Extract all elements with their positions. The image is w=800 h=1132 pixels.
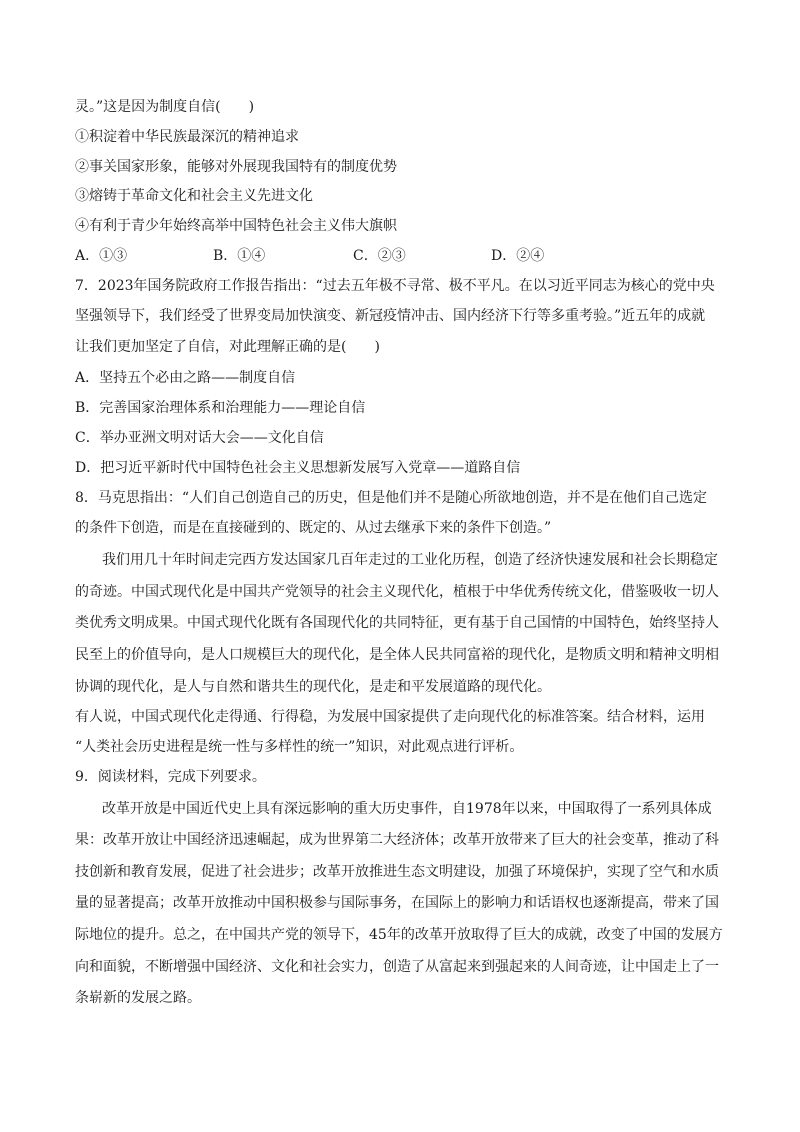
q9-material-line-6: 向和面貌，不断增强中国经济、文化和社会实力，创造了从富起来到强起来的人间奇迹，让中国走上了一	[75, 959, 719, 975]
q6-item-1: ①积淀着中华民族最深沉的精神追求	[75, 129, 299, 145]
q6-option-d: D．②④	[491, 248, 545, 264]
q9-stem: 9．阅读材料，完成下列要求。	[75, 769, 266, 785]
q8-task-line-1: 有人说，中国式现代化走得通、行得稳，为发展中国家提供了走向现代化的标准答案。结合材料，运用	[75, 709, 705, 725]
q6-item-4: ④有利于青少年始终高举中国特色社会主义伟大旗帜	[75, 218, 397, 234]
q8-quote-line-2: 的条件下创造，而是在直接碰到的、既定的、从过去继承下来的条件下创造。”	[75, 520, 552, 536]
q6-stem-tail: 灵。”这是因为制度自信( )	[75, 99, 255, 115]
q7-stem-line-1: 7．2023年国务院政府工作报告指出：“过去五年极不寻常、极不平凡。在以习近平同志为核心的党中央	[75, 278, 715, 294]
q8-material-line-1: 我们用几十年时间走完西方发达国家几百年走过的工业化历程，创造了经济快速发展和社会长期稳定	[102, 552, 718, 568]
q8-material-line-3: 类优秀文明成果。中国式现代化既有各国现代化的共同特征，更有基于自己国情的中国特色，始终坚持人	[75, 615, 719, 631]
q8-material-line-2: 的奇迹。中国式现代化是中国共产党领导的社会主义现代化，植根于中华优秀传统文化，借鉴吸收一切人	[75, 584, 719, 600]
q6-option-c: C．②③	[353, 248, 406, 264]
q9-material-line-4: 量的显著提高；改革开放推动中国积极参与国际事务，在国际上的影响力和话语权也逐渐提高，带来了国	[75, 895, 719, 911]
q9-material-line-1: 改革开放是中国近代史上具有深远影响的重大历史事件，自1978年以来，中国取得了一系列具体成	[102, 801, 712, 817]
q7-option-b: B．完善国家治理体系和治理能力——理论自信	[75, 400, 366, 416]
q7-option-c: C．举办亚洲文明对话大会——文化自信	[75, 430, 324, 446]
q9-material-line-3: 技创新和教育发展，促进了社会进步；改革开放推进生态文明建设，加强了环境保护，实现了空气和水质	[75, 864, 719, 880]
q6-options	[75, 246, 735, 266]
q7-stem-line-2: 坚强领导下，我们经受了世界变局加快演变、新冠疫情冲击、国内经济下行等多重考验。”近五年的成就	[75, 308, 706, 324]
q6-item-2: ②事关国家形象，能够对外展现我国特有的制度优势	[75, 159, 397, 175]
q9-material-line-5: 际地位的提升。总之，在中国共产党的领导下，45年的改革开放取得了巨大的成就，改变了中国的发展方	[75, 927, 723, 943]
q7-option-a: A．坚持五个必由之路——制度自信	[75, 370, 296, 386]
q7-stem-line-3: 让我们更加坚定了自信，对此理解正确的是( )	[75, 339, 380, 355]
q8-material-line-5: 协调的现代化，是人与自然和谐共生的现代化，是走和平发展道路的现代化。	[75, 679, 551, 695]
q8-task-line-2: “人类社会历史进程是统一性与多样性的统一”知识，对此观点进行评析。	[75, 739, 524, 755]
q8-quote-line-1: 8．马克思指出：“人们自己创造自己的历史，但是他们并不是随心所欲地创造，并不是在他们自己选定	[75, 490, 708, 506]
q6-item-3: ③熔铸于革命文化和社会主义先进文化	[75, 188, 313, 204]
q9-material-line-7: 条崭新的发展之路。	[75, 990, 201, 1006]
q7-option-d: D．把习近平新时代中国特色社会主义思想新发展写入党章——道路自信	[75, 460, 521, 476]
q9-material-line-2: 果：改革开放让中国经济迅速崛起，成为世界第二大经济体；改革开放带来了巨大的社会变革，推动了科	[75, 832, 719, 848]
q6-option-a: A．①③	[75, 248, 128, 264]
q8-material-line-4: 民至上的价值导向，是人口规模巨大的现代化，是全体人民共同富裕的现代化，是物质文明和精神文明相	[75, 647, 719, 663]
q6-option-b: B．①④	[213, 248, 266, 264]
